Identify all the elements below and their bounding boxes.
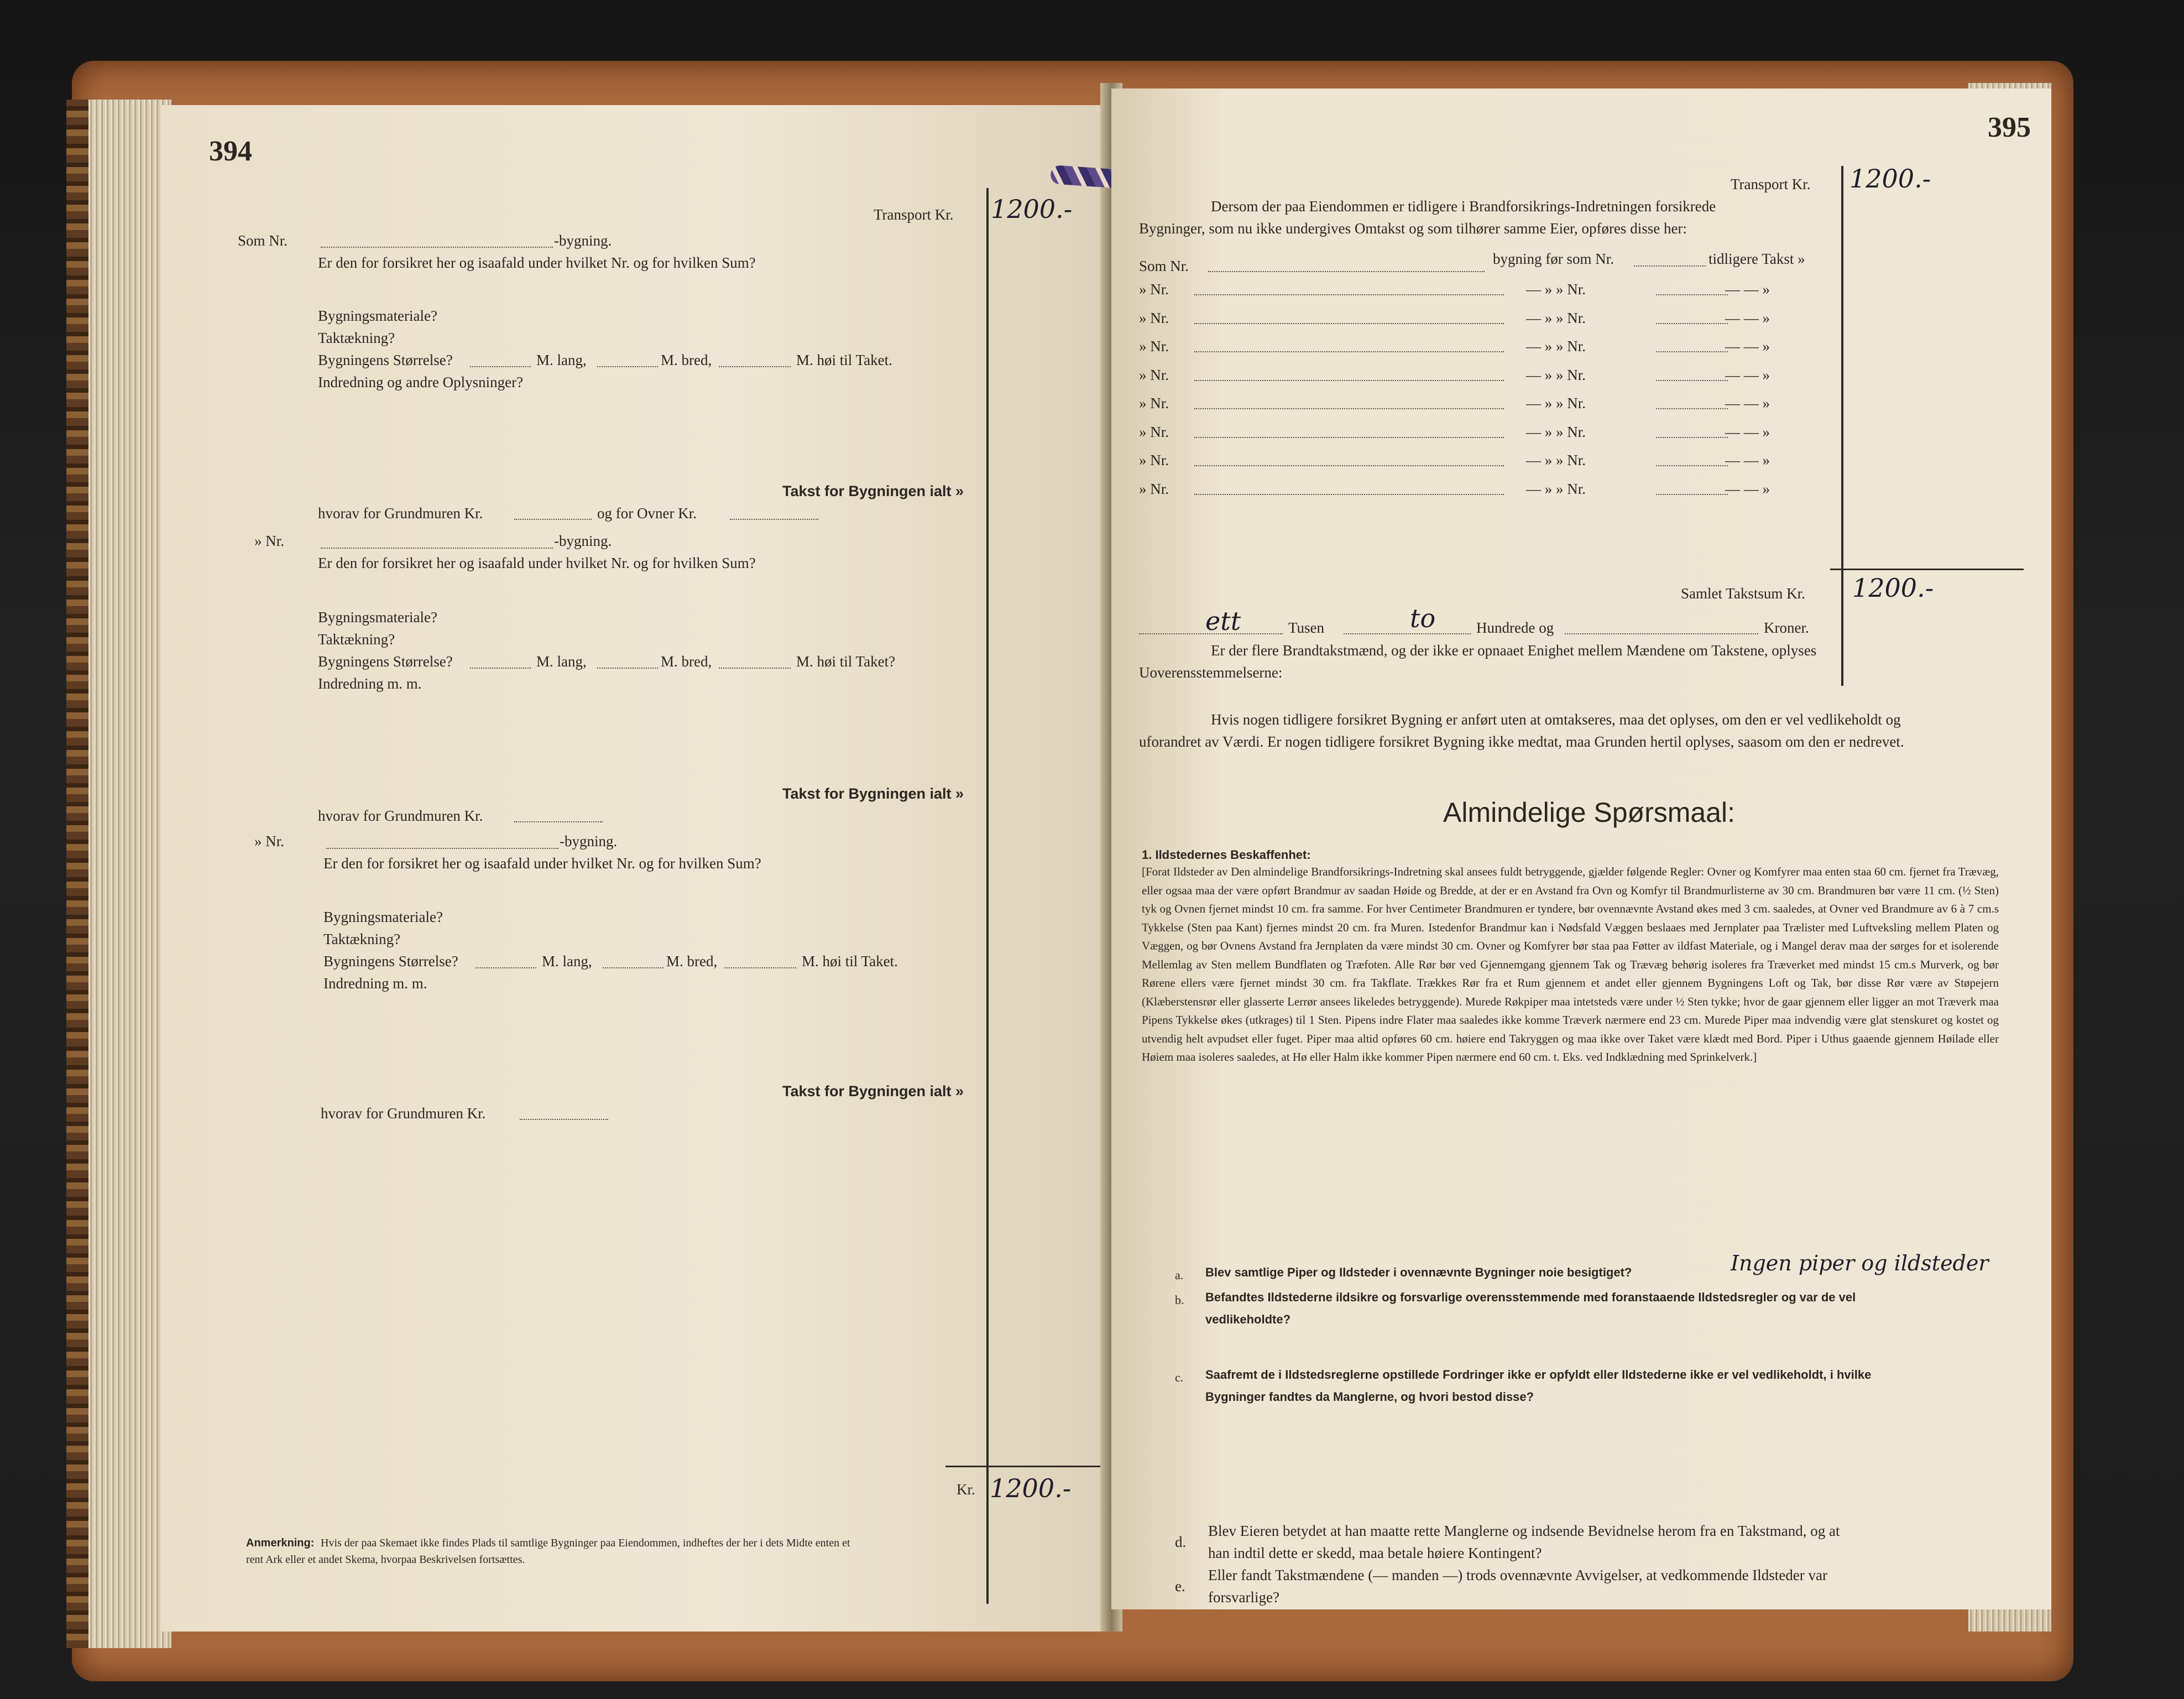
- question-d-label: d.: [1175, 1534, 1187, 1550]
- dotted-line: [1194, 408, 1504, 409]
- row-end-label: — — »: [1725, 424, 1770, 440]
- hvis-line-2: uforandret av Værdi. Er nogen tidligere forsikret Bygning ikke medtat, maa Grunden hertil oplyses, saasom om den er nedrevet.: [1139, 733, 1904, 750]
- dotted-line: [730, 519, 818, 520]
- left-page-stack: [83, 100, 171, 1648]
- row-nr-label: » Nr.: [1139, 395, 1169, 411]
- amount-column-rule-right: [1841, 166, 1843, 686]
- dotted-line: [597, 366, 658, 367]
- lang-label: M. lang,: [542, 953, 592, 970]
- dotted-line: [326, 848, 558, 849]
- row-mid-label: — » » Nr.: [1526, 338, 1586, 355]
- question-a-label: a.: [1175, 1268, 1184, 1282]
- total-value-left: 1200.-: [990, 1473, 1072, 1503]
- question-1-rules: [Forat Ildsteder av Den almindelige Brandforsikrings-Indretning skal ansees fuldt betryggende, gjælder følgende Regler: Ovner og Komfyrer maa enten staa 60 cm. fjernet fra Trævæg, eller ogsaa maa der være opført Brandmur av saadan Høide og Bredde, at der er en Avstand fra Ovn og Komfyr til Brandmurlisterne av 30 cm. Brandmuren bør være 11 cm. (½ Sten) tyk og Ovnen fjernet mindst 10 cm. fra samme. For hver Centimeter Brandmuren er tyndere, bør ovennævnte Avstand økes med 3 cm. saaledes, at Ovner ved Brandmure av 6 à 7 cm.s Tykkelse (Sten paa Kant) fjernes mindst 20 cm. fra Muren. Istedenfor Brandmur kan i Nødsfald Væggen beslaaes med Jernplater paa Trælister med Luftveksling mellem Platen og Væggen, og bør Ovnens Avstand fra Jernplaten da være mindst 30 cm. Ovner og Komfyrer bør staa paa Føtter av ildfast Materiale, og i Mangel derav maa der sørges for et isolerende Mellemlag av Sten mellem Bundflaten og Træfoten. Alle Rør bør ved Gjennemgang gjennem Tak og Trævæg behørig isoleres fra Træverket med mindst 15 cm.s Murverk, og bør Rørene ellers være fjernet mindst 30 cm. fra Takflate. Trækkes Rør fra et Rum gjennem et andet eller gjennem Bygningens Loft og Tak, bør disse Rør være av Støpejern (Klæberstensrør eller glasserte Lerrør ansees likeledes betryggende). Murede Røkpiper maa intetsteds være under ½ Sten tykke; hvor de gaar gjennem eller ligger an mot Træverk maa Pipens Tykkelse økes (utkrages) til 1 Sten. Pipens indre Flater maa saaledes ikke komme Træverk nærmere end 23 cm. Murede Piper maa indvendig være glat stenskuret og kostet og utvendig helt avpudset eller fuget. Piper maa altid opføres 60 cm. høiere end Takryggen og maa ikke over Taket være klædt med Bord. Piper i Uthus gaaende gjennem Høilade eller Høiem maa isoleres saaledes, at Hø eller Halm ikke kommer Pipen nærmere end 60 cm. t. Eks. ved Indklædning med Sprinkelverk.]: [1142, 865, 1999, 1064]
- dotted-line: [1634, 265, 1706, 267]
- row-end-label: — — »: [1725, 310, 1770, 326]
- nr-label: » Nr.: [254, 833, 284, 850]
- dotted-line: [1194, 494, 1504, 495]
- dotted-line: [597, 668, 658, 669]
- taktaekning-question: Taktækning?: [318, 631, 395, 648]
- intro-line-1: Dersom der paa Eiendommen er tidligere i Brandforsikrings-Indretningen forsikrede: [1211, 198, 1716, 215]
- dotted-line: [724, 967, 796, 968]
- row-mid-label: — » » Nr.: [1526, 367, 1586, 383]
- question-1-title: 1. Ildstedernes Beskaffenhet:: [1142, 848, 1311, 862]
- dotted-line: [476, 967, 536, 968]
- dotted-line: [1656, 408, 1728, 409]
- samlet-label: Samlet Takstsum Kr.: [1681, 585, 1805, 602]
- question-e-text-2: forsvarlige?: [1208, 1589, 1279, 1606]
- dotted-line: [1656, 437, 1728, 438]
- flere-line-1: Er der flere Brandtakstmænd, og der ikke er opnaaet Enighet mellem Mændene om Takstene, oplyses: [1211, 642, 1817, 659]
- tusen-label: Tusen: [1288, 619, 1325, 636]
- question-e-text-1: Eller fandt Takstmændene (— manden —) trods ovennævnte Avvigelser, at vedkommende Ildsteder var: [1208, 1567, 1827, 1583]
- kroner-label: Kroner.: [1764, 619, 1809, 636]
- row-nr-label: » Nr.: [1139, 338, 1169, 355]
- hoi-label: M. høi til Taket?: [796, 653, 896, 670]
- indredning-question: Indredning m. m.: [318, 675, 422, 692]
- hundrede-handwritten: to: [1410, 603, 1436, 633]
- hundrede-label: Hundrede og: [1476, 619, 1554, 636]
- page-number-left: 394: [209, 135, 252, 167]
- transport-value-right: 1200.-: [1849, 164, 1931, 194]
- flere-line-2: Uoverensstemmelserne:: [1139, 664, 1283, 681]
- takst-label: Takst for Bygningen ialt »: [782, 785, 964, 802]
- total-label-left: Kr.: [957, 1481, 975, 1498]
- question-a-answer: Ingen piper og ildsteder: [1731, 1251, 1989, 1275]
- dotted-line: [1565, 633, 1758, 634]
- tusen-handwritten: ett: [1205, 606, 1241, 636]
- question-b-label: b.: [1175, 1293, 1184, 1307]
- indredning-question: Indredning og andre Oplysninger?: [318, 374, 524, 390]
- note-line-2: rent Ark eller et andet Skema, hvorpaa Beskrivelsen fortsættes.: [246, 1554, 525, 1566]
- row-nr-label: » Nr.: [1139, 424, 1169, 440]
- section-heading: Almindelige Spørsmaal:: [1443, 797, 1735, 828]
- total-rule: [945, 1466, 1117, 1467]
- row-nr-label: » Nr.: [1139, 281, 1169, 298]
- row-nr-label: » Nr.: [1139, 452, 1169, 468]
- nr-label: » Nr.: [254, 533, 284, 549]
- note-line-1: Hvis der paa Skemaet ikke findes Plads til samtlige Bygninger paa Eiendommen, indheftes der her i dets Midte enten et: [321, 1537, 850, 1549]
- bygning-label: -bygning.: [554, 232, 612, 249]
- materiale-question: Bygningsmateriale?: [323, 909, 443, 925]
- taktaekning-question: Taktækning?: [318, 330, 395, 346]
- dotted-line: [719, 668, 791, 669]
- bred-label: M. bred,: [666, 953, 718, 970]
- bygning-label: -bygning.: [554, 533, 612, 549]
- storrelse-question: Bygningens Størrelse?: [318, 352, 453, 368]
- row-mid-label: — » » Nr.: [1526, 481, 1586, 497]
- transport-label-right: Transport Kr.: [1731, 176, 1811, 192]
- transport-label-left: Transport Kr.: [874, 206, 954, 223]
- grundmuren-label: hvorav for Grundmuren Kr.: [321, 1105, 486, 1122]
- bred-label: M. bred,: [661, 653, 712, 670]
- right-page: [1111, 88, 2051, 1609]
- dotted-line: [1344, 633, 1471, 634]
- dotted-line: [470, 366, 531, 367]
- dotted-line: [470, 668, 531, 669]
- som-nr-label: Som Nr.: [1139, 258, 1189, 274]
- note-label: Anmerkning:: [246, 1537, 315, 1549]
- question-d-text-2: han indtil dette er skedd, maa betale høiere Kontingent?: [1208, 1545, 1542, 1561]
- row-mid-label: — » » Nr.: [1526, 310, 1586, 326]
- forsikret-question: Er den for forsikret her og isaafald under hvilket Nr. og for hvilken Sum?: [318, 555, 756, 571]
- row-mid-label: — » » Nr.: [1526, 452, 1586, 468]
- lang-label: M. lang,: [536, 653, 587, 670]
- bygning-for-label: bygning før som Nr.: [1493, 251, 1614, 267]
- taktaekning-question: Taktækning?: [323, 931, 401, 947]
- dotted-line: [1208, 271, 1485, 272]
- question-b-text-1: Befandtes Ildstederne ildsikre og forsvarlige overensstemmende med foranstaaende Ildstedsregler og var de vel: [1205, 1290, 1856, 1304]
- row-mid-label: — » » Nr.: [1526, 281, 1586, 298]
- question-a-text: Blev samtlige Piper og Ildsteder i ovennævnte Bygninger noie besigtiget?: [1205, 1265, 1632, 1279]
- forsikret-question: Er den for forsikret her og isaafald under hvilket Nr. og for hvilken Sum?: [318, 254, 756, 271]
- dotted-line: [1194, 380, 1504, 381]
- dotted-line: [1194, 465, 1504, 466]
- storrelse-question: Bygningens Størrelse?: [318, 653, 453, 670]
- grundmuren-label: hvorav for Grundmuren Kr.: [318, 505, 483, 522]
- dotted-line: [1194, 437, 1504, 438]
- row-end-label: — — »: [1725, 452, 1770, 468]
- samlet-rule: [1830, 569, 2024, 570]
- left-page: [160, 105, 1117, 1632]
- bygning-label: -bygning.: [560, 833, 618, 850]
- dotted-line: [719, 366, 791, 367]
- row-end-label: — — »: [1725, 338, 1770, 355]
- materiale-question: Bygningsmateriale?: [318, 308, 437, 324]
- hvis-line-1: Hvis nogen tidligere forsikret Bygning er anført uten at omtakseres, maa det oplyses, om den er vel vedlikeholdt og: [1211, 711, 1901, 728]
- dotted-line: [520, 1119, 608, 1120]
- row-end-label: — — »: [1725, 481, 1770, 497]
- dotted-line: [514, 821, 603, 822]
- dotted-line: [1656, 323, 1728, 324]
- som-nr-label: Som Nr.: [238, 232, 288, 249]
- row-nr-label: » Nr.: [1139, 481, 1169, 497]
- hoi-label: M. høi til Taket.: [796, 352, 892, 368]
- grundmuren-label: hvorav for Grundmuren Kr.: [318, 807, 483, 824]
- dotted-line: [1656, 294, 1728, 295]
- transport-value-left: 1200.-: [991, 194, 1073, 224]
- dotted-line: [603, 967, 663, 968]
- intro-line-2: Bygninger, som nu ikke undergives Omtakst og som tilhører samme Eier, opføres disse her:: [1139, 220, 1687, 237]
- row-end-label: — — »: [1725, 395, 1770, 411]
- row-end-label: — — »: [1725, 367, 1770, 383]
- bred-label: M. bred,: [661, 352, 712, 368]
- dotted-line: [1194, 323, 1504, 324]
- dotted-line: [1656, 494, 1728, 495]
- question-d-text-1: Blev Eieren betydet at han maatte rette Manglerne og indsende Bevidnelse herom fra en Takstmand, og at: [1208, 1523, 1840, 1539]
- dotted-line: [1194, 294, 1504, 295]
- dotted-line: [1656, 351, 1728, 352]
- lang-label: M. lang,: [536, 352, 587, 368]
- dotted-line: [1194, 351, 1504, 352]
- dotted-line: [1656, 465, 1728, 466]
- ovner-label: og for Ovner Kr.: [597, 505, 697, 522]
- takst-label: Takst for Bygningen ialt »: [782, 1083, 964, 1099]
- page-number-right: 395: [1988, 112, 2031, 143]
- question-c-text-2: Bygninger fandtes da Manglerne, og hvori bestod disse?: [1205, 1390, 1534, 1404]
- row-mid-label: — » » Nr.: [1526, 424, 1586, 440]
- question-c-label: c.: [1175, 1370, 1184, 1384]
- tidligere-takst-label: tidligere Takst »: [1708, 251, 1805, 267]
- dotted-line: [514, 519, 592, 520]
- indredning-question: Indredning m. m.: [323, 975, 427, 992]
- materiale-question: Bygningsmateriale?: [318, 609, 437, 626]
- row-nr-label: » Nr.: [1139, 310, 1169, 326]
- hoi-label: M. høi til Taket.: [802, 953, 898, 970]
- dotted-line: [321, 548, 553, 549]
- dotted-line: [321, 247, 553, 248]
- row-end-label: — — »: [1725, 281, 1770, 298]
- dotted-line: [1656, 380, 1728, 381]
- amount-column-rule: [986, 188, 989, 1604]
- takst-label: Takst for Bygningen ialt »: [782, 483, 964, 499]
- question-c-text-1: Saafremt de i Ildstedsreglerne opstillede Fordringer ikke er opfyldt eller Ildstederne ikke er vel vedlikeholdt, i hvilke: [1205, 1368, 1872, 1382]
- row-mid-label: — » » Nr.: [1526, 395, 1586, 411]
- storrelse-question: Bygningens Størrelse?: [323, 953, 458, 970]
- question-b-text-2: vedlikeholdte?: [1205, 1312, 1291, 1326]
- forsikret-question: Er den for forsikret her og isaafald under hvilket Nr. og for hvilken Sum?: [323, 855, 761, 872]
- row-nr-label: » Nr.: [1139, 367, 1169, 383]
- samlet-value: 1200.-: [1852, 573, 1934, 603]
- question-e-label: e.: [1175, 1578, 1185, 1594]
